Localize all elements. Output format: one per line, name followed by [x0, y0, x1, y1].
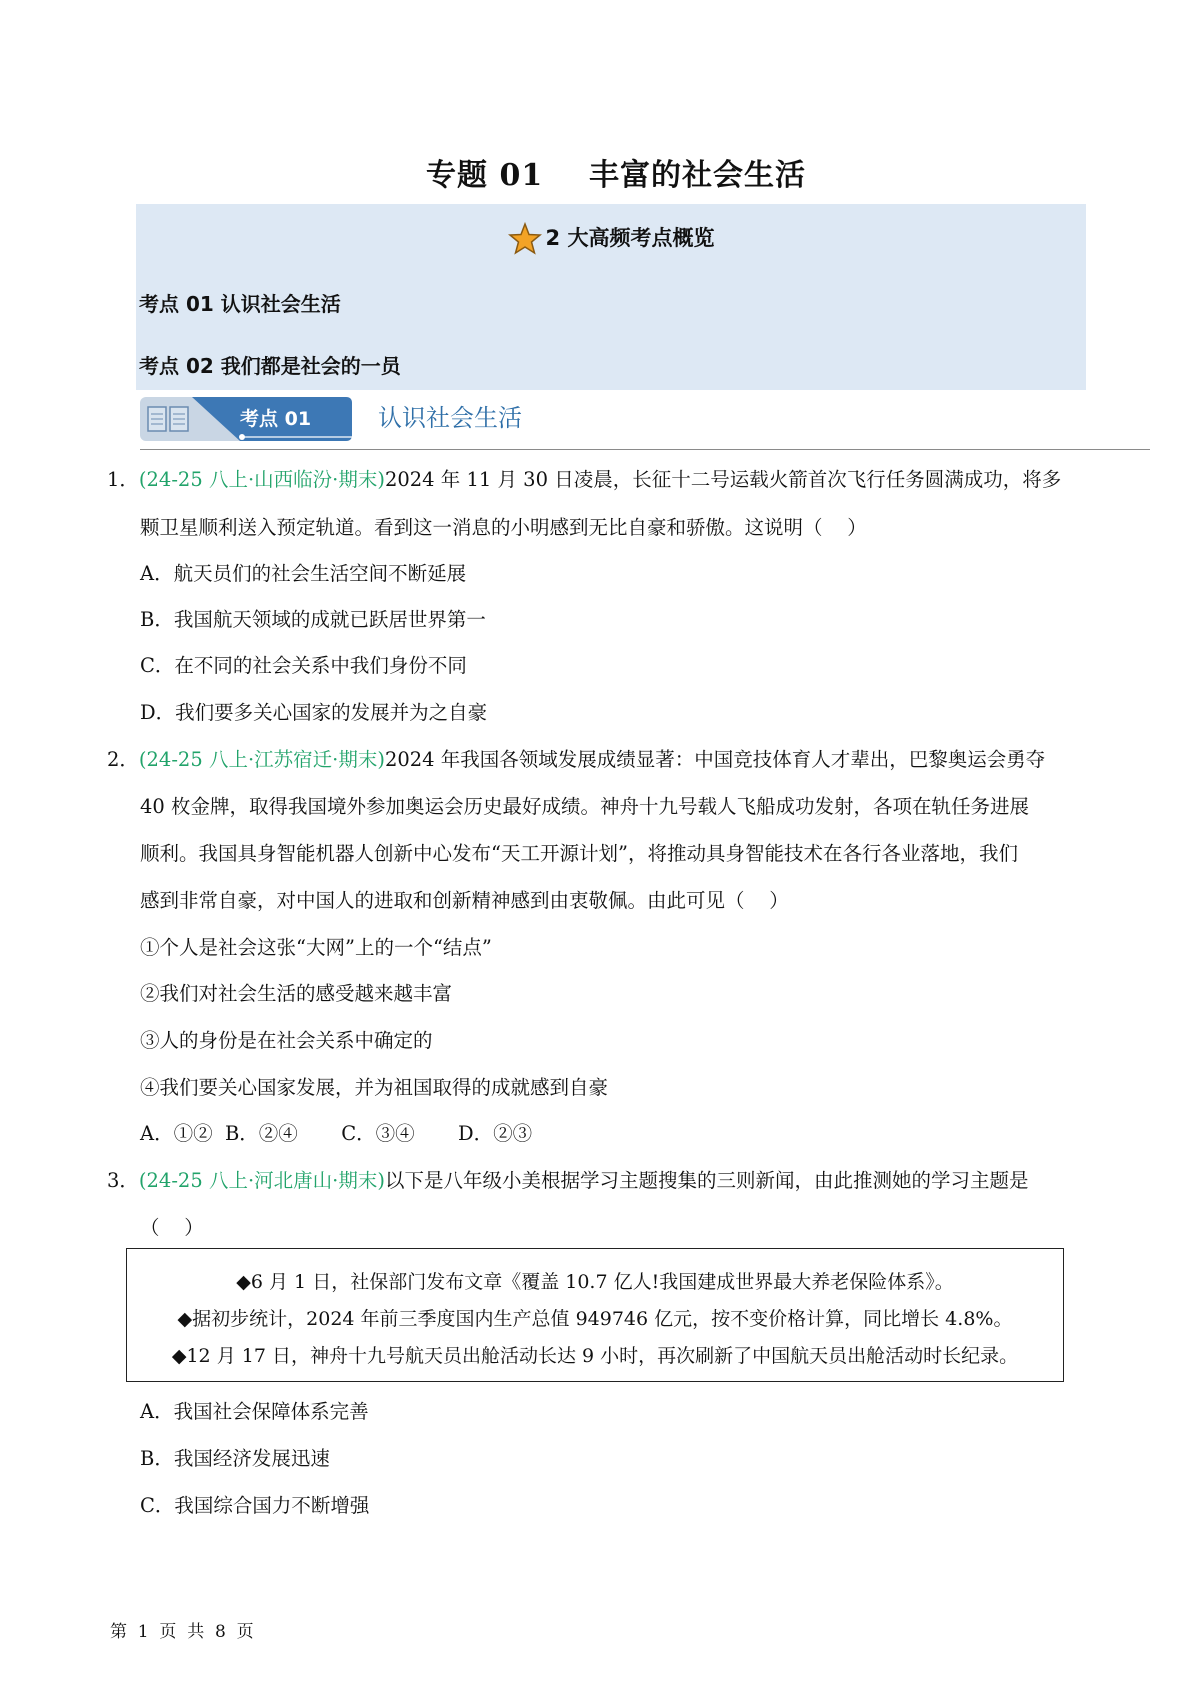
question-3-source: (24-25 八上·河北唐山·期末) — [138, 1169, 385, 1192]
question-1-option-c: C．在不同的社会关系中我们身份不同 — [140, 654, 467, 677]
question-2-number: 2． — [107, 748, 139, 771]
question-2-line-2: 40 枚金牌，取得我国境外参加奥运会历史最好成绩。神舟十九号载人飞船成功发射，各项在轨任务进展 — [140, 795, 1030, 818]
news-item-1: ◆6 月 1 日，社保部门发布文章《覆盖 10.7 亿人!我国建成世界最大养老保险体系》。 — [236, 1271, 954, 1293]
page-footer: 第 1 页 共 8 页 — [110, 1622, 254, 1642]
question-2-statement-1: ①个人是社会这张“大网”上的一个“结点” — [140, 936, 492, 959]
question-1-source: (24-25 八上·山西临汾·期末) — [138, 468, 385, 491]
question-2-text-1: 2024 年我国各领域发展成绩显著：中国竞技体育人才辈出，巴黎奥运会勇夺 — [384, 748, 1046, 771]
overview-heading — [136, 222, 1086, 256]
question-2-line-1 — [107, 744, 1045, 772]
news-box — [126, 1248, 1064, 1382]
question-2-statement-3: ③人的身份是在社会关系中确定的 — [140, 1029, 433, 1052]
question-2-statement-2: ②我们对社会生活的感受越来越丰富 — [140, 982, 453, 1005]
question-3-option-b: B．我国经济发展迅速 — [140, 1447, 330, 1470]
question-2-options: A．①② B．②④ C．③④ D．②③ — [140, 1122, 533, 1145]
star-icon — [508, 222, 542, 256]
overview-item-1: 考点 01 认识社会生活 — [139, 292, 341, 316]
question-3-text-1: 以下是八年级小美根据学习主题搜集的三则新闻，由此推测她的学习主题是 — [384, 1169, 1029, 1192]
overview-panel — [136, 204, 1086, 390]
page-title: 专题 01 丰富的社会生活 — [426, 158, 806, 193]
question-2-line-4: 感到非常自豪，对中国人的进取和创新精神感到由衷敬佩。由此可见（ ） — [140, 889, 789, 912]
question-1-text-1: 2024 年 11 月 30 日凌晨，长征十二号运载火箭首次飞行任务圆满成功，将多 — [384, 468, 1062, 491]
question-1-line-2: 颗卫星顺利送入预定轨道。看到这一消息的小明感到无比自豪和骄傲。这说明（ ） — [140, 516, 867, 539]
question-3-option-a: A．我国社会保障体系完善 — [140, 1400, 369, 1423]
question-1-option-a: A．航天员们的社会生活空间不断延展 — [140, 562, 467, 585]
question-1-number: 1． — [107, 468, 139, 491]
question-3-line-2: （ ） — [140, 1216, 204, 1239]
question-1-line-1 — [107, 464, 1061, 492]
overview-heading-text: 2 大高频考点概览 — [545, 226, 715, 250]
news-item-3: ◆12 月 17 日，神舟十九号航天员出舱活动长达 9 小时，再次刷新了中国航天员出舱活动时长纪录。 — [171, 1345, 1019, 1367]
question-2-statement-4: ④我们要关心国家发展，并为祖国取得的成就感到自豪 — [140, 1076, 609, 1099]
question-2-line-3: 顺利。我国具身智能机器人创新中心发布“天工开源计划”，将推动具身智能技术在各行各业落地，我们 — [140, 842, 1018, 865]
question-1-option-d: D．我们要多关心国家的发展并为之自豪 — [140, 701, 488, 724]
news-item-2: ◆据初步统计，2024 年前三季度国内生产总值 949746 亿元，按不变价格计算，同比增长 4.8%。 — [177, 1308, 1013, 1330]
overview-item-2: 考点 02 我们都是社会的一员 — [139, 354, 401, 378]
question-1-option-b: B．我国航天领域的成就已跃居世界第一 — [140, 608, 486, 631]
question-3-line-1 — [107, 1165, 1028, 1193]
section-divider — [140, 449, 1150, 450]
question-3-number: 3． — [107, 1169, 139, 1192]
question-2-source: (24-25 八上·江苏宿迁·期末) — [138, 748, 385, 771]
section-tab-label: 考点 01 — [240, 408, 312, 430]
section-title: 认识社会生活 — [378, 404, 522, 432]
question-3-option-c: C．我国综合国力不断增强 — [140, 1494, 370, 1517]
